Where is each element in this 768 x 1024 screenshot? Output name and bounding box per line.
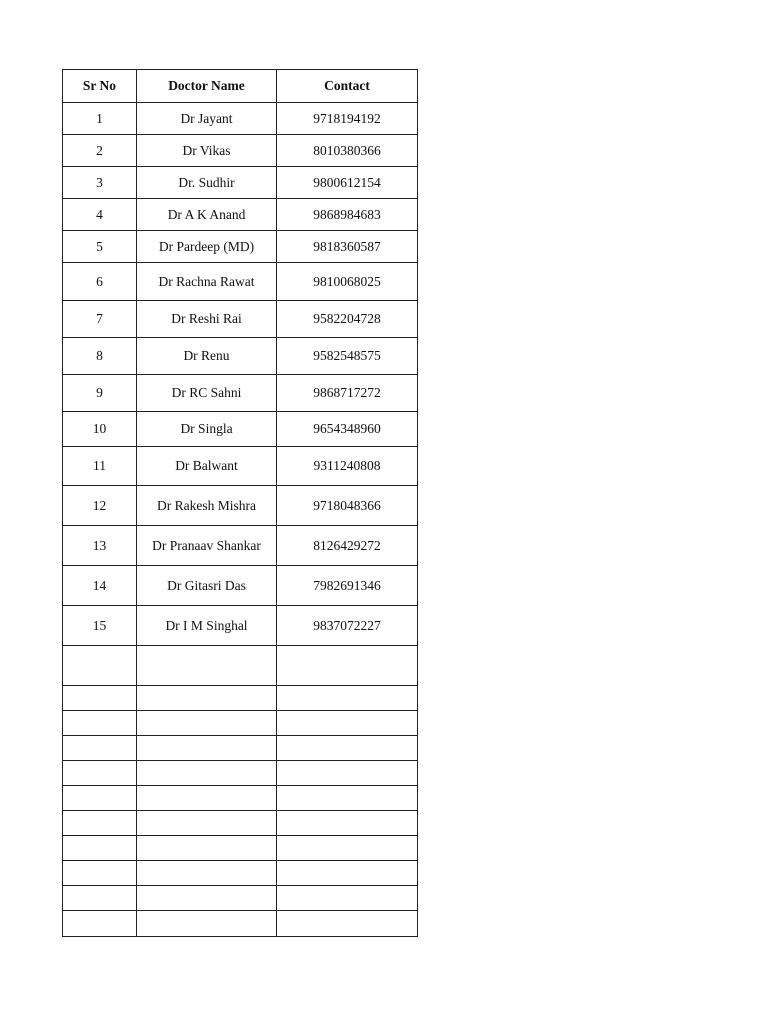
header-contact: Contact	[277, 70, 418, 103]
cell-doctor-name	[137, 911, 277, 937]
cell-doctor-name: Dr RC Sahni	[137, 375, 277, 412]
cell-contact	[277, 711, 418, 736]
cell-contact: 9818360587	[277, 231, 418, 263]
cell-doctor-name	[137, 811, 277, 836]
cell-contact	[277, 646, 418, 686]
cell-sr-no	[63, 886, 137, 911]
cell-sr-no	[63, 911, 137, 937]
cell-contact	[277, 886, 418, 911]
table-row	[63, 338, 418, 375]
cell-doctor-name	[137, 686, 277, 711]
table-row	[63, 526, 418, 566]
cell-doctor-name: Dr Reshi Rai	[137, 301, 277, 338]
header-doctor-name: Doctor Name	[137, 70, 277, 103]
cell-contact	[277, 836, 418, 861]
table-row	[63, 263, 418, 301]
cell-doctor-name: Dr Jayant	[137, 103, 277, 135]
cell-sr-no: 11	[63, 447, 137, 486]
table-row	[63, 736, 418, 761]
cell-contact: 9654348960	[277, 412, 418, 447]
cell-sr-no	[63, 686, 137, 711]
cell-doctor-name: Dr Renu	[137, 338, 277, 375]
cell-doctor-name	[137, 736, 277, 761]
cell-sr-no: 12	[63, 486, 137, 526]
cell-contact: 9718194192	[277, 103, 418, 135]
cell-sr-no	[63, 711, 137, 736]
table-row	[63, 861, 418, 886]
table-row	[63, 103, 418, 135]
cell-sr-no: 8	[63, 338, 137, 375]
cell-sr-no: 6	[63, 263, 137, 301]
cell-doctor-name: Dr Rakesh Mishra	[137, 486, 277, 526]
cell-contact: 8010380366	[277, 135, 418, 167]
cell-sr-no	[63, 836, 137, 861]
table-row	[63, 786, 418, 811]
table-row	[63, 686, 418, 711]
cell-contact: 9868717272	[277, 375, 418, 412]
table-row	[63, 886, 418, 911]
cell-sr-no: 1	[63, 103, 137, 135]
cell-contact: 9582548575	[277, 338, 418, 375]
cell-doctor-name	[137, 886, 277, 911]
cell-contact	[277, 811, 418, 836]
cell-doctor-name	[137, 761, 277, 786]
cell-doctor-name	[137, 861, 277, 886]
cell-contact	[277, 686, 418, 711]
table-row	[63, 447, 418, 486]
cell-sr-no: 9	[63, 375, 137, 412]
table-row	[63, 135, 418, 167]
table-row	[63, 711, 418, 736]
doctor-contact-table	[62, 69, 418, 937]
cell-contact: 9718048366	[277, 486, 418, 526]
cell-contact: 9582204728	[277, 301, 418, 338]
table-row	[63, 486, 418, 526]
cell-sr-no	[63, 811, 137, 836]
table-row	[63, 375, 418, 412]
table-row	[63, 412, 418, 447]
cell-doctor-name: Dr I M Singhal	[137, 606, 277, 646]
cell-doctor-name	[137, 836, 277, 861]
cell-doctor-name: Dr Pardeep (MD)	[137, 231, 277, 263]
table-row	[63, 301, 418, 338]
cell-doctor-name: Dr Balwant	[137, 447, 277, 486]
cell-contact: 9810068025	[277, 263, 418, 301]
cell-sr-no	[63, 786, 137, 811]
cell-sr-no: 7	[63, 301, 137, 338]
cell-contact: 9800612154	[277, 167, 418, 199]
cell-contact	[277, 736, 418, 761]
cell-sr-no	[63, 646, 137, 686]
cell-contact	[277, 786, 418, 811]
table-row	[63, 646, 418, 686]
cell-doctor-name: Dr Vikas	[137, 135, 277, 167]
table-header-row	[63, 70, 418, 103]
cell-sr-no: 13	[63, 526, 137, 566]
cell-sr-no: 14	[63, 566, 137, 606]
cell-doctor-name: Dr Singla	[137, 412, 277, 447]
table-row	[63, 167, 418, 199]
cell-sr-no: 2	[63, 135, 137, 167]
cell-contact: 7982691346	[277, 566, 418, 606]
cell-sr-no: 3	[63, 167, 137, 199]
cell-doctor-name: Dr Pranaav Shankar	[137, 526, 277, 566]
cell-contact	[277, 861, 418, 886]
cell-doctor-name	[137, 646, 277, 686]
table-row	[63, 566, 418, 606]
cell-sr-no: 10	[63, 412, 137, 447]
header-sr-no: Sr No	[63, 70, 137, 103]
cell-contact: 9311240808	[277, 447, 418, 486]
table-row	[63, 199, 418, 231]
table-row	[63, 836, 418, 861]
cell-doctor-name: Dr Rachna Rawat	[137, 263, 277, 301]
cell-sr-no: 15	[63, 606, 137, 646]
cell-contact	[277, 761, 418, 786]
table-row	[63, 231, 418, 263]
cell-doctor-name: Dr. Sudhir	[137, 167, 277, 199]
cell-sr-no	[63, 861, 137, 886]
cell-contact	[277, 911, 418, 937]
cell-sr-no	[63, 761, 137, 786]
cell-contact: 8126429272	[277, 526, 418, 566]
table-row	[63, 606, 418, 646]
cell-doctor-name: Dr A K Anand	[137, 199, 277, 231]
cell-doctor-name	[137, 786, 277, 811]
cell-sr-no	[63, 736, 137, 761]
table-body	[63, 103, 418, 937]
cell-doctor-name	[137, 711, 277, 736]
cell-doctor-name: Dr Gitasri Das	[137, 566, 277, 606]
cell-contact: 9837072227	[277, 606, 418, 646]
cell-contact: 9868984683	[277, 199, 418, 231]
table-row	[63, 911, 418, 937]
cell-sr-no: 5	[63, 231, 137, 263]
table-row	[63, 811, 418, 836]
cell-sr-no: 4	[63, 199, 137, 231]
table-row	[63, 761, 418, 786]
